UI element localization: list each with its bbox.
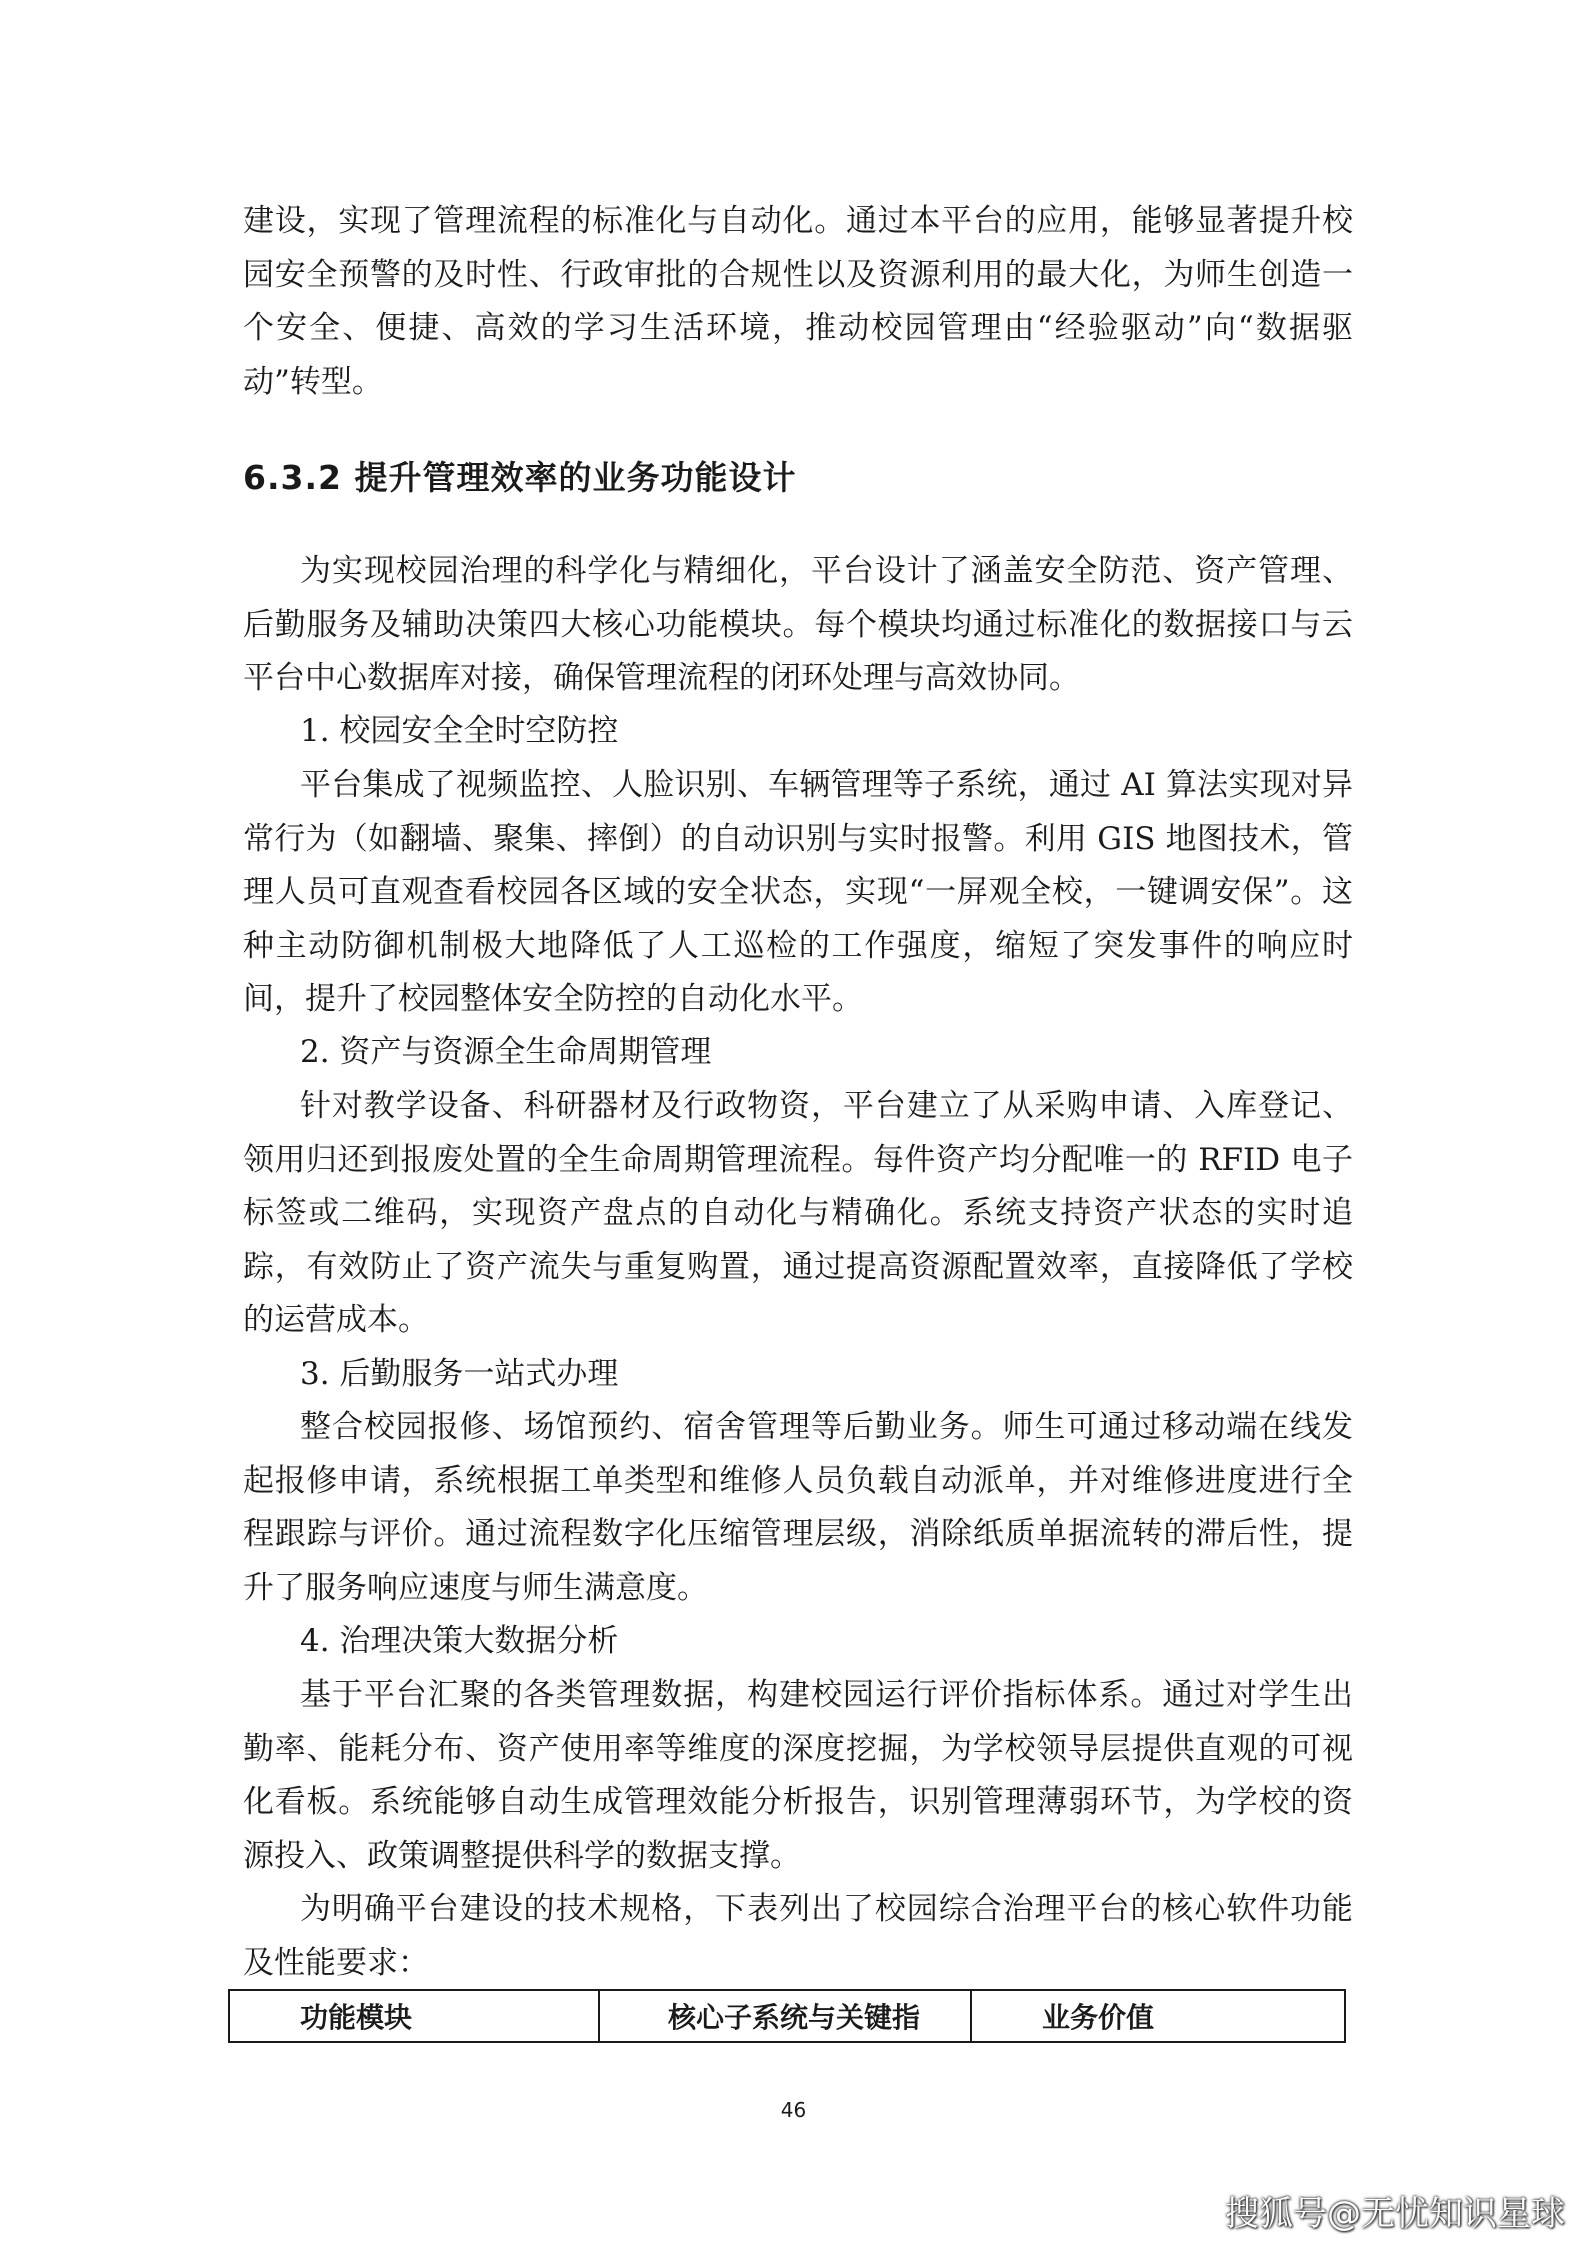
page-number: 46 (780, 2098, 807, 2122)
item-title-assets: 2. 资产与资源全生命周期管理 (300, 1034, 712, 1070)
table-header-cell (229, 1990, 599, 2042)
item-title-security: 1. 校园安全全时空防控 (300, 713, 619, 749)
paragraph-overview: 为实现校园治理的科学化与精细化，平台设计了涵盖安全防范、资产管理、后勤服务及辅助决策四大核心功能模块。每个模块均通过标准化的数据接口与云平台中心数据库对接，确保管理流程的闭环处理与高效协同。 (243, 553, 1353, 696)
item-title-logistics: 3. 后勤服务一站式办理 (300, 1356, 619, 1392)
watermark: 搜狐号@无忧知识星球 (1225, 2194, 1565, 2234)
paragraph-logistics: 整合校园报修、场馆预约、宿舍管理等后勤业务。师生可通过移动端在线发起报修申请，系统根据工单类型和维修人员负载自动派单，并对维修进度进行全程跟踪与评价。通过流程数字化压缩管理层级，消除纸质单据流转的滞后性，提升了服务响应速度与师生满意度。 (243, 1409, 1353, 1606)
header-core-subsystem: 核心子系统与关键指 (668, 2001, 921, 2034)
table-header-cell (971, 1990, 1345, 2042)
table-header-cell (599, 1990, 971, 2042)
table-header-row (229, 1990, 1345, 2042)
section-heading: 6.3.2 提升管理效率的业务功能设计 (243, 458, 797, 497)
header-function-module: 功能模块 (300, 2001, 413, 2034)
header-business-value: 业务价值 (1042, 2001, 1155, 2034)
paragraph-decision: 基于平台汇聚的各类管理数据，构建校园运行评价指标体系。通过对学生出勤率、能耗分布、资产使用率等维度的深度挖掘，为学校领导层提供直观的可视化看板。系统能够自动生成管理效能分析报告，识别管理薄弱环节，为学校的资源投入、政策调整提供科学的数据支撑。 (243, 1677, 1353, 1874)
paragraph-table-intro: 为明确平台建设的技术规格，下表列出了校园综合治理平台的核心软件功能及性能要求： (243, 1891, 1353, 1981)
item-title-decision: 4. 治理决策大数据分析 (300, 1623, 619, 1659)
paragraph-assets: 针对教学设备、科研器材及行政物资，平台建立了从采购申请、入库登记、领用归还到报废处置的全生命周期管理流程。每件资产均分配唯一的 RFID 电子标签或二维码，实现资产盘点的自动化与精确化。系统支持资产状态的实时追踪，有效防止了资产流失与重复购置，通过提高资源配置效率，直接降低了学校的运营成本。 (243, 1088, 1353, 1338)
paragraph-intro-continuation: 建设，实现了管理流程的标准化与自动化。通过本平台的应用，能够显著提升校园安全预警的及时性、行政审批的合规性以及资源利用的最大化，为师生创造一个安全、便捷、高效的学习生活环境，推动校园管理由“经验驱动”向“数据驱动”转型。 (243, 203, 1353, 400)
spec-table (228, 1989, 1346, 2043)
paragraph-security: 平台集成了视频监控、人脸识别、车辆管理等子系统，通过 AI 算法实现对异常行为（如翻墙、聚集、摔倒）的自动识别与实时报警。利用 GIS 地图技术，管理人员可直观查看校园各区域的安全状态，实现“一屏观全校，一键调安保”。这种主动防御机制极大地降低了人工巡检的工作强度，缩短了突发事件的响应时间，提升了校园整体安全防控的自动化水平。 (243, 767, 1353, 1017)
